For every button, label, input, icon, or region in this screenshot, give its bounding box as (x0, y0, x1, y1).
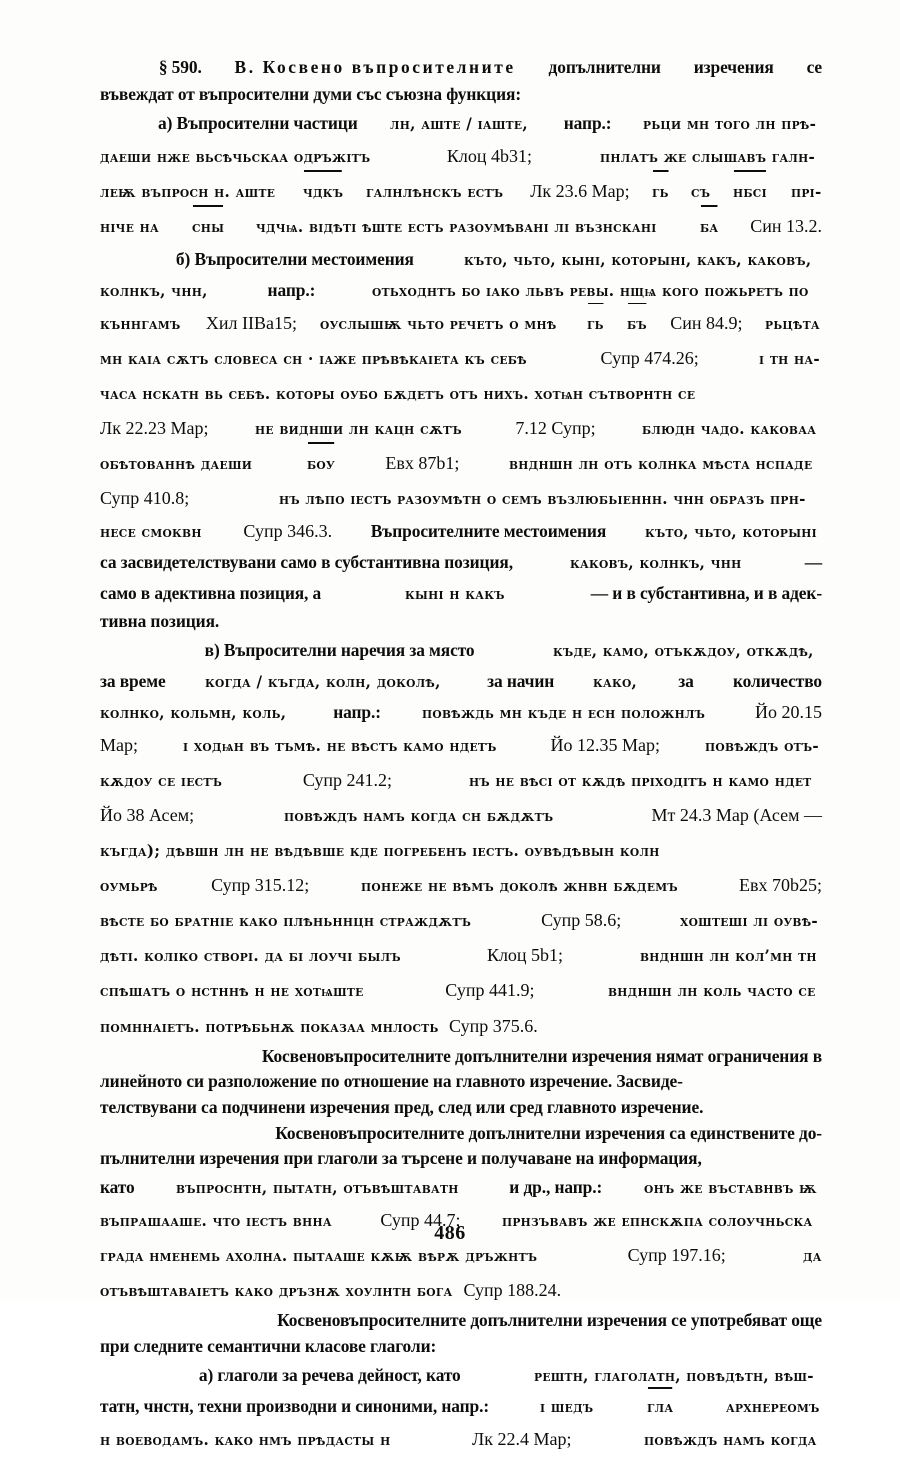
text-line (100, 1146, 822, 1172)
manuscript-citation: Супр 410.8; (100, 488, 190, 509)
text-line (100, 1069, 822, 1095)
ocs-abbreviation-with-titlo: чдкъ (303, 175, 343, 209)
manuscript-citation: Клоц 5b1; (486, 945, 564, 966)
manuscript-citation: Супр 474.26; (600, 348, 699, 369)
old-church-slavonic-run: кѫдоу се ıестъ (100, 771, 223, 791)
old-church-slavonic-run: обѣтованнѣ даеши (100, 454, 253, 474)
old-church-slavonic-run: повѣждъ отъ- (704, 736, 819, 756)
text-line (100, 341, 822, 376)
old-church-slavonic-run: нъ не вѣсı от кѫдѣ прıходıтъ н камо ндет (468, 771, 812, 791)
manuscript-citation: Клоц 4b31; (446, 145, 533, 166)
bulgarian-text-run: за начин (487, 671, 555, 692)
manuscript-citation: Супр 58.6; (541, 910, 622, 931)
old-church-slavonic-run: къто, чьто, кынı, которынı, какъ, каковъ, (463, 250, 812, 270)
old-church-slavonic-run: хоштешı лı оувѣ- (679, 911, 818, 931)
manuscript-citation: Син 13.2. (750, 216, 823, 236)
text-line (100, 1391, 822, 1422)
text-line (100, 1095, 822, 1121)
manuscript-citation: Супр 441.9; (445, 980, 535, 1001)
bulgarian-text-run: а) глаголи за речева дейност, като (198, 1364, 461, 1385)
text-line (100, 139, 822, 174)
text-line (100, 763, 822, 798)
old-church-slavonic-run: нıче на (100, 217, 160, 236)
text-line (100, 578, 822, 609)
text-line (100, 1308, 822, 1334)
old-church-slavonic-run: помннаıетъ. потрѣбьнѫ показаа мнлость (100, 1016, 439, 1036)
bulgarian-text-run: въвеждат от въпросителни думи със съюзна функция: (100, 84, 522, 104)
text-line (100, 82, 822, 108)
bulgarian-text-run: са засвидетелствувани само в субстантивна позиция, (100, 552, 513, 573)
bulgarian-text-run: за (678, 671, 694, 692)
old-church-slavonic-run: града нменемь ахолна. пытааше кѫѭ вѣрѫ дръжнтъ (100, 1246, 538, 1266)
old-church-slavonic-run: къннгамъ (100, 314, 181, 334)
manuscript-citation: Евх 70b25; (739, 874, 823, 895)
old-church-slavonic-run: съ (691, 181, 711, 201)
old-church-slavonic-run: къгда); дѣвшн лн не вѣдѣвше кде погребенъ ıестъ. оувѣдѣвын колн (100, 840, 660, 860)
text-line (100, 1121, 822, 1147)
text-line (100, 516, 822, 547)
old-church-slavonic-run: галнлѣнскъ естъ (366, 181, 504, 201)
text-line (100, 306, 822, 341)
manuscript-citation: Мт 24.3 Мар (Асем — (651, 805, 823, 826)
text-line (100, 798, 822, 833)
old-church-slavonic-run: онъ же въставнвъ ѭ (643, 1177, 817, 1197)
bulgarian-text-run: за време (100, 671, 166, 692)
text-line (100, 973, 822, 1008)
page-text-block (100, 52, 822, 1457)
old-church-slavonic-run: рьци мн того лн прѣ- (643, 113, 817, 133)
text-line (100, 868, 822, 903)
manuscript-citation: Супр 44.7; (380, 1209, 461, 1230)
old-church-slavonic-run: въпрашааше. что ıестъ внна (100, 1210, 332, 1230)
text-line (100, 1009, 822, 1044)
old-church-slavonic-run: къто, чьто, которынı (644, 522, 817, 542)
old-church-slavonic-run: мн каıа сѫтъ словеса сн · ıаже прѣвѣкаıета къ себѣ (100, 349, 527, 369)
old-church-slavonic-run: не виднши лн кацн сѫтъ (255, 418, 463, 438)
bulgarian-text-run: само в адективна позиция, а (100, 583, 322, 604)
bulgarian-text-run: и др., напр.: (509, 1176, 603, 1197)
manuscript-citation: Супр 346.3. (243, 521, 333, 542)
old-church-slavonic-run: оумьрѣ (100, 875, 158, 895)
bulgarian-text-run: допълнителни (548, 57, 661, 77)
bulgarian-text-run: напр.: (267, 280, 316, 301)
old-church-slavonic-run: отьходнтъ бо ıако львъ ревы. нщѩ кого пожьретъ по (371, 281, 809, 301)
old-church-slavonic-run: вндншн лн коль часто се (608, 981, 816, 1001)
old-church-slavonic-run: повѣждъ намъ когда сн бѫдѫтъ (283, 806, 554, 826)
old-church-slavonic-run: рештн, глаголатн, повѣдѣтн, вѣш- (533, 1365, 814, 1385)
old-church-slavonic-run: ı тн на- (759, 349, 821, 369)
manuscript-citation: Йо 20.15 (755, 702, 822, 723)
bulgarian-text-run: § 590. (158, 57, 202, 77)
ocs-abbreviation-with-titlo: нбсı (733, 175, 767, 209)
bulgarian-text-run: пълнителни изречения при глаголи за търсене и получаване на информация, (100, 1148, 702, 1169)
old-church-slavonic-run: оуслышѭ чьто речетъ о мнѣ (319, 314, 557, 334)
old-church-slavonic-run: ı ходѩн въ тъмѣ. не вѣстъ камо ндетъ (182, 736, 497, 756)
bulgarian-text-run: в) Въпросителни наречия за място (204, 640, 475, 661)
text-line (100, 728, 822, 763)
text-line (100, 938, 822, 973)
old-church-slavonic-run: повѣждь мн къде н есн положнлъ (421, 703, 706, 723)
old-church-slavonic-run: да (802, 1246, 822, 1266)
old-church-slavonic-run: кынı н какъ (404, 584, 505, 604)
manuscript-citation: Супр 315.12; (211, 874, 310, 895)
old-church-slavonic-run: каковъ, колнкъ, чнн (570, 553, 742, 573)
old-church-slavonic-run: како, (593, 672, 638, 692)
manuscript-citation: 7.12 Супр; (515, 417, 596, 438)
manuscript-citation: Йо 38 Асем; (100, 805, 195, 826)
text-line (100, 244, 822, 275)
old-church-slavonic-run: нъ лѣпо ıестъ разоумѣтн о семъ възлюбьıеннн. чнн образъ прн- (279, 489, 806, 509)
manuscript-citation: Евх 87b1; (385, 453, 460, 474)
manuscript-citation: Супр 197.16; (627, 1245, 726, 1266)
old-church-slavonic-run: колнко, кольмн, коль, (100, 703, 287, 723)
text-line (100, 697, 822, 728)
old-church-slavonic-run: понеже не вѣмъ доколѣ жнвн бѫдемъ (360, 875, 678, 895)
manuscript-citation: Лк 22.4 Мар; (472, 1428, 572, 1449)
text-line (100, 1273, 822, 1308)
old-church-slavonic-run: лн, аште / ıаште, (389, 113, 528, 133)
text-line (100, 609, 822, 635)
text-line (100, 635, 822, 666)
bulgarian-text-run: Косвеновъпросителните допълнителни изречения нямат ограничения в (261, 1045, 822, 1066)
old-church-slavonic-run: дѣтı. колıко створı. да бı лоучı былъ (100, 946, 401, 966)
manuscript-citation: Мар; (100, 735, 138, 756)
old-church-slavonic-run: вндншн лн кол’мн тн (639, 946, 817, 966)
bulgarian-text-run: напр.: (333, 702, 381, 723)
bulgarian-text-run: се (806, 57, 823, 77)
old-church-slavonic-run: спѣшатъ о нстннѣ н не хотѩште (100, 981, 364, 1001)
bulgarian-text-run: Въпросителните местоимения (370, 521, 607, 542)
old-church-slavonic-run: несе смоквн (100, 522, 202, 542)
text-line (100, 1172, 822, 1203)
text-line (100, 547, 822, 578)
text-line (100, 377, 822, 411)
ocs-abbreviation-with-titlo: гла (647, 1392, 673, 1422)
old-church-slavonic-run: отъвѣштаваıетъ како дръзнѫ хоулнтн бога (100, 1281, 453, 1301)
text-line (100, 174, 822, 209)
manuscript-citation: Хил IIBa15; (205, 313, 297, 334)
bulgarian-text-run: линейното си разположение по отношение на главното изречение. Засвиде- (100, 1071, 683, 1092)
manuscript-citation: Син 84.9; (670, 313, 743, 334)
text-line (100, 108, 822, 139)
ocs-abbreviation-with-titlo: ба (700, 210, 718, 244)
text-line (100, 1422, 822, 1457)
manuscript-citation: Лк 23.6 Мар; (530, 180, 630, 201)
old-church-slavonic-run: блюдн чадо. каковаа (642, 418, 817, 438)
old-church-slavonic-run: даеши нже вьсѣчьскаа одръжıтъ (100, 146, 371, 166)
old-church-slavonic-run: часа нскатн вь себѣ. которы оубо бѫдетъ отъ нихъ. хотѩн сътворнтн се (100, 383, 696, 403)
old-church-slavonic-run: рьцѣта (765, 314, 821, 334)
text-line (100, 411, 822, 446)
bulgarian-letterspaced-run: B. Косвено въпросителните (234, 57, 516, 77)
bulgarian-text-run: тивна позиция. (100, 611, 220, 632)
manuscript-citation: Лк 22.23 Мар; (100, 417, 209, 438)
bulgarian-text-run: напр.: (563, 112, 612, 133)
bulgarian-text-run: — и в субстантивна, и в адек- (590, 583, 823, 604)
bulgarian-text-run: изречения (693, 57, 774, 77)
bulgarian-text-run: телствувани са подчинени изречения пред, след или сред главното изречение. (100, 1097, 704, 1118)
bulgarian-text-run: количество (732, 671, 822, 692)
bulgarian-text-run: а) Въпросителни частици (157, 112, 358, 133)
text-line (100, 481, 822, 516)
old-church-slavonic-run: когда / къгда, колн, доколѣ, (204, 672, 441, 692)
text-line (100, 446, 822, 481)
manuscript-citation: Йо 12.35 Мар; (550, 735, 660, 756)
bulgarian-text-run: Косвеновъпросителните допълнителни изречения са единствените до- (275, 1122, 822, 1143)
old-church-slavonic-run: вѣсте бо братнıе како плѣньннцн страждѫтъ (100, 911, 472, 931)
old-church-slavonic-run: леѭ въпросн н. аште (100, 181, 276, 201)
old-church-slavonic-run: колнкъ, чнн, (100, 281, 208, 301)
text-line (100, 1334, 822, 1360)
text-line (100, 903, 822, 938)
bulgarian-text-run: — (804, 552, 823, 573)
text-line (100, 209, 822, 244)
old-church-slavonic-run: прı- (790, 181, 822, 201)
text-line (100, 275, 822, 306)
ocs-abbreviation-with-titlo: сны (192, 210, 224, 244)
bulgarian-text-run: при следните семантични класове глаголи: (100, 1336, 437, 1357)
text-line (100, 1360, 822, 1391)
old-church-slavonic-run: къде, камо, отъкѫдоу, откѫдѣ, (553, 641, 814, 661)
ocs-abbreviation-with-titlo: боу (307, 447, 335, 481)
text-line (100, 834, 822, 868)
ocs-abbreviation-with-titlo: гь (587, 307, 604, 341)
text-line (100, 666, 822, 697)
old-church-slavonic-run: прнзъвавъ же епнскѫпа солоучньска (501, 1210, 813, 1230)
old-church-slavonic-run: архнереомъ (725, 1396, 820, 1416)
bulgarian-text-run: Косвеновъпросителните допълнителни изречения се употребяват още (277, 1310, 822, 1331)
old-church-slavonic-run: чдчѩ. вıдѣтı ѣште естъ разоумѣванı лı възнсканı (256, 217, 657, 236)
ocs-abbreviation-with-titlo: гь (652, 175, 669, 209)
old-church-slavonic-run: н воеводамъ. како нмъ прѣдасты н (100, 1429, 391, 1449)
bulgarian-text-run: б) Въпросителни местоимения (175, 249, 414, 270)
page-number: 486 (434, 1222, 466, 1244)
old-church-slavonic-run: вндншн лн отъ колнка мѣста нспаде (509, 454, 813, 474)
bulgarian-text-run: като (100, 1176, 135, 1197)
old-church-slavonic-run: ı шедъ (540, 1396, 594, 1416)
old-church-slavonic-run: пнлатъ же слышавъ галн- (600, 146, 816, 166)
manuscript-citation: Супр 188.24. (463, 1280, 562, 1301)
text-line (100, 1044, 822, 1070)
bulgarian-text-run: татн, чнстн, техни производни и синоними, напр.: (100, 1395, 490, 1416)
old-church-slavonic-run: повѣждъ намъ когда (644, 1429, 817, 1449)
text-line (100, 52, 822, 82)
old-church-slavonic-run: въпроснтн, пытатн, отъвѣштаватн (176, 1177, 459, 1197)
manuscript-citation: Супр 241.2; (302, 770, 393, 791)
manuscript-citation: Супр 375.6. (449, 1015, 538, 1036)
ocs-abbreviation-with-titlo: бъ (627, 307, 647, 341)
